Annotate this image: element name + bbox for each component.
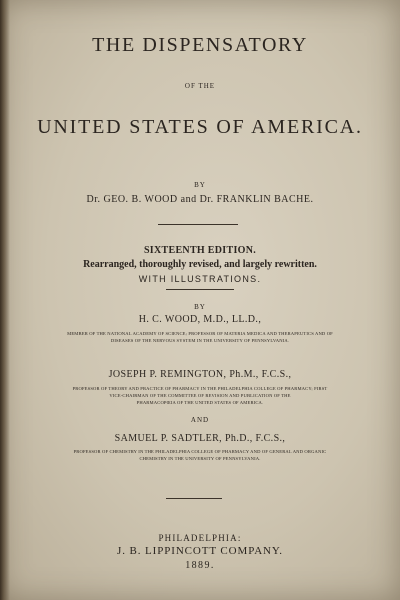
reviser-sadtler-description: PROFESSOR OF CHEMISTRY IN THE PHILADELPHIA COLLEGE OF PHARMACY AND OF GENERAL AND ORGANIC [73,449,327,454]
divider-rule [166,289,234,290]
original-authors: Dr. GEO. B. WOOD and Dr. FRANKLIN BACHE. [86,194,314,205]
illustrations-note: WITH ILLUSTRATIONS. [138,274,262,284]
reviser-remington-description: PHARMACOPŒIA OF THE UNITED STATES OF AMERICA. [136,400,264,405]
imprint-city: PHILADELPHIA: [158,533,242,543]
imprint-publisher: J. B. LIPPINCOTT COMPANY. [117,545,283,557]
reviser-sadtler-description: CHEMISTRY IN THE UNIVERSITY OF PENNSYLVANIA. [139,456,261,461]
and-text: AND [190,416,210,424]
reviser-name-wood: H. C. WOOD, M.D., LL.D., [138,314,262,325]
reviser-wood-description: DISEASES OF THE NERVOUS SYSTEM IN THE UNIVERSITY OF PENNSYLVANIA. [110,338,290,343]
of-the-text: OF THE [184,82,216,90]
book-title-line2: UNITED STATES OF AMERICA. [37,116,363,138]
reviser-remington-description: PROFESSOR OF THEORY AND PRACTICE OF PHARMACY IN THE PHILADELPHIA COLLEGE OF PHARMACY; FIRST [72,386,328,391]
book-spine-edge [0,0,10,600]
by-original-text: BY [194,181,206,189]
reviser-name-remington: JOSEPH P. REMINGTON, Ph.M., F.C.S., [108,369,292,380]
by-revisers-text: BY [194,303,206,311]
divider-rule [166,498,222,499]
reviser-name-sadtler: SAMUEL P. SADTLER, Ph.D., F.C.S., [114,433,286,444]
book-title-line1: THE DISPENSATORY [92,34,308,56]
imprint-year: 1889. [185,560,215,571]
revision-note: Rearranged, thoroughly revised, and largely rewritten. [83,259,317,270]
reviser-remington-description: VICE-CHAIRMAN OF THE COMMITTEE OF REVISION AND PUBLICATION OF THE [109,393,291,398]
divider-rule [158,224,238,225]
reviser-wood-description: MEMBER OF THE NATIONAL ACADEMY OF SCIENCE; PROFESSOR OF MATERIA MEDICA AND THERAPEUTICS AND OF [67,331,333,336]
edition-text: SIXTEENTH EDITION. [143,245,257,256]
